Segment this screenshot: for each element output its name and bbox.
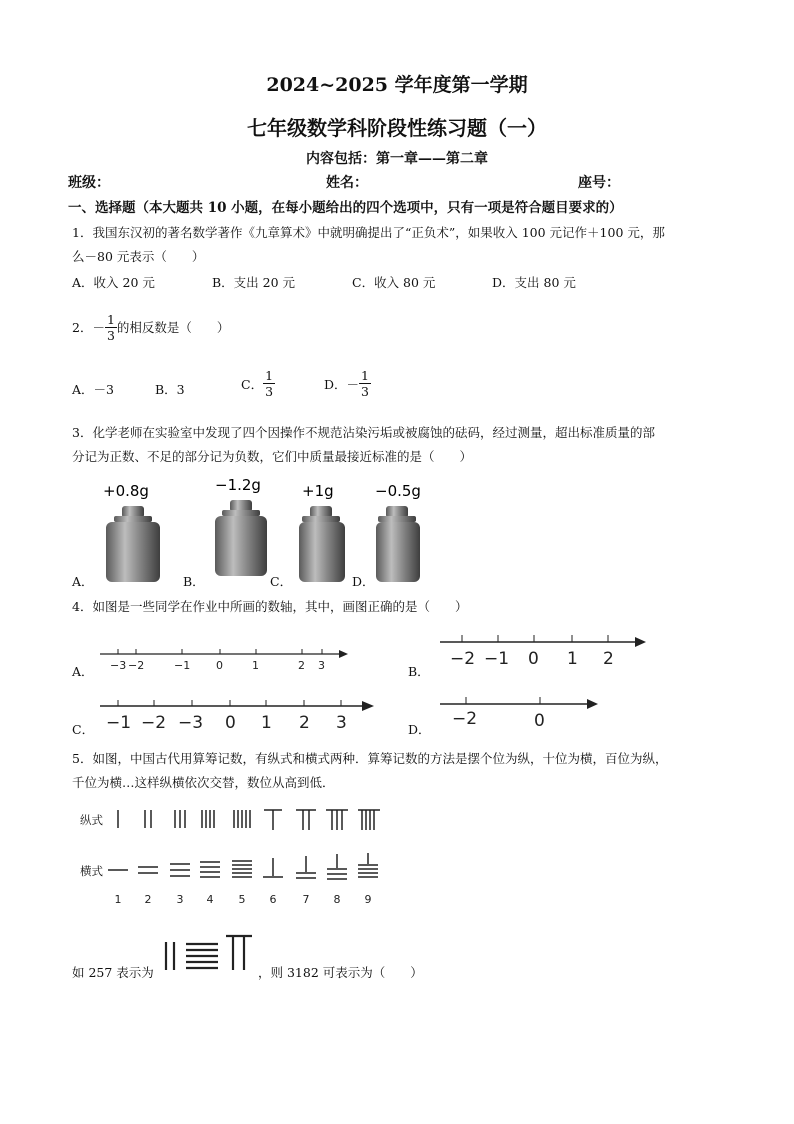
q2-numerator: 1 bbox=[106, 312, 115, 327]
q2-option-b[interactable]: B．3 bbox=[155, 382, 185, 397]
question-5-line2: 千位为横…这样纵横依次交替，数位从高到低． bbox=[72, 775, 335, 790]
content-scope: 内容包括：第一章——第二章 bbox=[306, 151, 488, 167]
class-label: 班级： bbox=[68, 175, 110, 191]
question-1-line2: 么－80 元表示（ ） bbox=[72, 249, 205, 264]
axis-b-tick: 0 bbox=[528, 649, 539, 669]
digit-label: 5 bbox=[238, 893, 246, 906]
q1-option-a[interactable]: A．收入 20 元 bbox=[72, 275, 155, 290]
q4-option-c[interactable]: C． bbox=[72, 722, 95, 737]
axis-d-tick: −2 bbox=[452, 709, 478, 729]
axis-a-tick: 1 bbox=[252, 659, 259, 672]
weight-c-label: +1g bbox=[302, 482, 334, 500]
question-5-line1: 5．如图，中国古代用算筹记数，有纵式和横式两种．算筹记数的方法是摆个位为纵，十位为横，百位为纵， bbox=[72, 751, 668, 766]
axis-a-tick: 0 bbox=[216, 659, 223, 672]
q2-option-c-label: C． bbox=[241, 376, 264, 392]
q4-option-d[interactable]: D． bbox=[408, 722, 431, 737]
q1-option-c[interactable]: C．收入 80 元 bbox=[352, 275, 436, 290]
question-3-line2: 分记为正数、不足的部分记为负数，它们中质量最接近标准的是（ ） bbox=[72, 449, 473, 464]
question-2 bbox=[72, 312, 229, 343]
weight-b-label: −1.2g bbox=[215, 476, 261, 494]
q2-option-c-numerator: 1 bbox=[265, 368, 274, 383]
example-257-rods bbox=[160, 930, 258, 972]
digit-label: 1 bbox=[114, 893, 122, 906]
axis-a-tick: 2 bbox=[298, 659, 305, 672]
axis-b-tick: −1 bbox=[484, 649, 510, 669]
digit-label: 4 bbox=[206, 893, 214, 906]
horizontal-rod-row bbox=[108, 853, 378, 879]
weight-c[interactable] bbox=[299, 482, 345, 582]
exam-title: 七年级数学科阶段性练习题（一） bbox=[247, 116, 547, 140]
q3-option-a[interactable]: A． bbox=[72, 574, 94, 589]
axis-c-tick: 2 bbox=[299, 713, 310, 733]
axis-c-tick: −2 bbox=[141, 713, 167, 733]
q2-option-c-fraction bbox=[263, 368, 275, 399]
digit-label: 9 bbox=[364, 893, 372, 906]
number-line-c bbox=[96, 696, 378, 736]
vertical-form-label: 纵式 bbox=[80, 813, 103, 827]
q2-option-a[interactable]: A．－3 bbox=[72, 382, 114, 397]
seat-label: 座号： bbox=[578, 175, 620, 191]
weight-d[interactable] bbox=[375, 482, 421, 582]
q2-option-d-denominator: 3 bbox=[361, 384, 369, 399]
q3-option-b[interactable]: B． bbox=[183, 574, 205, 589]
q2-fraction bbox=[105, 312, 117, 343]
axis-a-tick: −1 bbox=[174, 659, 191, 672]
digit-label: 8 bbox=[333, 893, 341, 906]
name-label: 姓名： bbox=[326, 175, 368, 191]
q2-option-c[interactable] bbox=[241, 368, 275, 399]
axis-b-tick: 1 bbox=[567, 649, 578, 669]
axis-c-tick: −3 bbox=[178, 713, 204, 733]
weights-figure bbox=[70, 474, 450, 590]
q2-option-d[interactable] bbox=[324, 368, 371, 399]
axis-d-tick: 0 bbox=[534, 711, 545, 731]
digit-label: 6 bbox=[269, 893, 277, 906]
weight-a[interactable] bbox=[103, 482, 160, 582]
axis-c-tick: 0 bbox=[225, 713, 236, 733]
number-line-d bbox=[436, 690, 604, 732]
horizontal-form-label: 横式 bbox=[80, 864, 103, 878]
q2-suffix: 的相反数是（ ） bbox=[116, 320, 230, 335]
q2-denominator: 3 bbox=[106, 328, 115, 343]
axis-c-tick: −1 bbox=[106, 713, 132, 733]
question-1-line1: 1．我国东汉初的著名数学著作《九章算术》中就明确提出了“正负术”，如果收入 100 元记作＋100 元，那 bbox=[72, 225, 665, 240]
q3-option-c[interactable]: C． bbox=[270, 574, 293, 589]
q4-option-a[interactable]: A． bbox=[72, 664, 94, 679]
number-line-b bbox=[436, 630, 654, 670]
section-heading: 一、选择题（本大题共 10 小题，在每小题给出的四个选项中，只有一项是符合题目要求的） bbox=[68, 200, 623, 216]
axis-c-tick: 3 bbox=[336, 713, 347, 733]
q4-option-b[interactable]: B． bbox=[408, 664, 430, 679]
vertical-rod-row bbox=[118, 810, 380, 830]
q2-prefix: 2．－ bbox=[72, 320, 105, 335]
axis-a-tick: 3 bbox=[318, 659, 325, 672]
digit-label: 3 bbox=[176, 893, 184, 906]
digit-label: 2 bbox=[144, 893, 152, 906]
question-3-line1: 3．化学老师在实验室中发现了四个因操作不规范沾染污垢或被腐蚀的砝码，经过测量，超出标准质量的部 bbox=[72, 425, 655, 440]
q2-option-d-numerator: 1 bbox=[361, 368, 369, 383]
q1-option-b[interactable]: B．支出 20 元 bbox=[212, 275, 296, 290]
q1-option-d[interactable]: D．支出 80 元 bbox=[492, 275, 576, 290]
weight-a-label: +0.8g bbox=[103, 482, 149, 500]
example-suffix: ，则 3182 可表示为（ ） bbox=[258, 965, 423, 980]
number-line-a bbox=[96, 640, 356, 674]
q2-option-d-fraction bbox=[359, 368, 371, 399]
axis-a-tick: −2 bbox=[128, 659, 145, 672]
exam-year: 2024~2025 学年度第一学期 bbox=[266, 74, 528, 96]
digit-label: 7 bbox=[302, 893, 310, 906]
q2-option-c-denominator: 3 bbox=[265, 384, 274, 399]
q3-option-d[interactable]: D． bbox=[352, 574, 375, 589]
weight-d-label: −0.5g bbox=[375, 482, 421, 500]
axis-b-tick: −2 bbox=[450, 649, 476, 669]
axis-a-tick: −3 bbox=[110, 659, 127, 672]
question-4: 4．如图是一些同学在作业中所画的数轴，其中，画图正确的是（ ） bbox=[72, 599, 468, 614]
example-prefix: 如 257 表示为 bbox=[72, 965, 154, 980]
axis-b-tick: 2 bbox=[603, 649, 614, 669]
axis-c-tick: 1 bbox=[261, 713, 272, 733]
rod-numerals-table bbox=[100, 800, 390, 910]
q2-option-d-label: D．－ bbox=[324, 376, 360, 392]
digit-labels bbox=[115, 893, 372, 906]
weight-b[interactable] bbox=[215, 476, 267, 576]
